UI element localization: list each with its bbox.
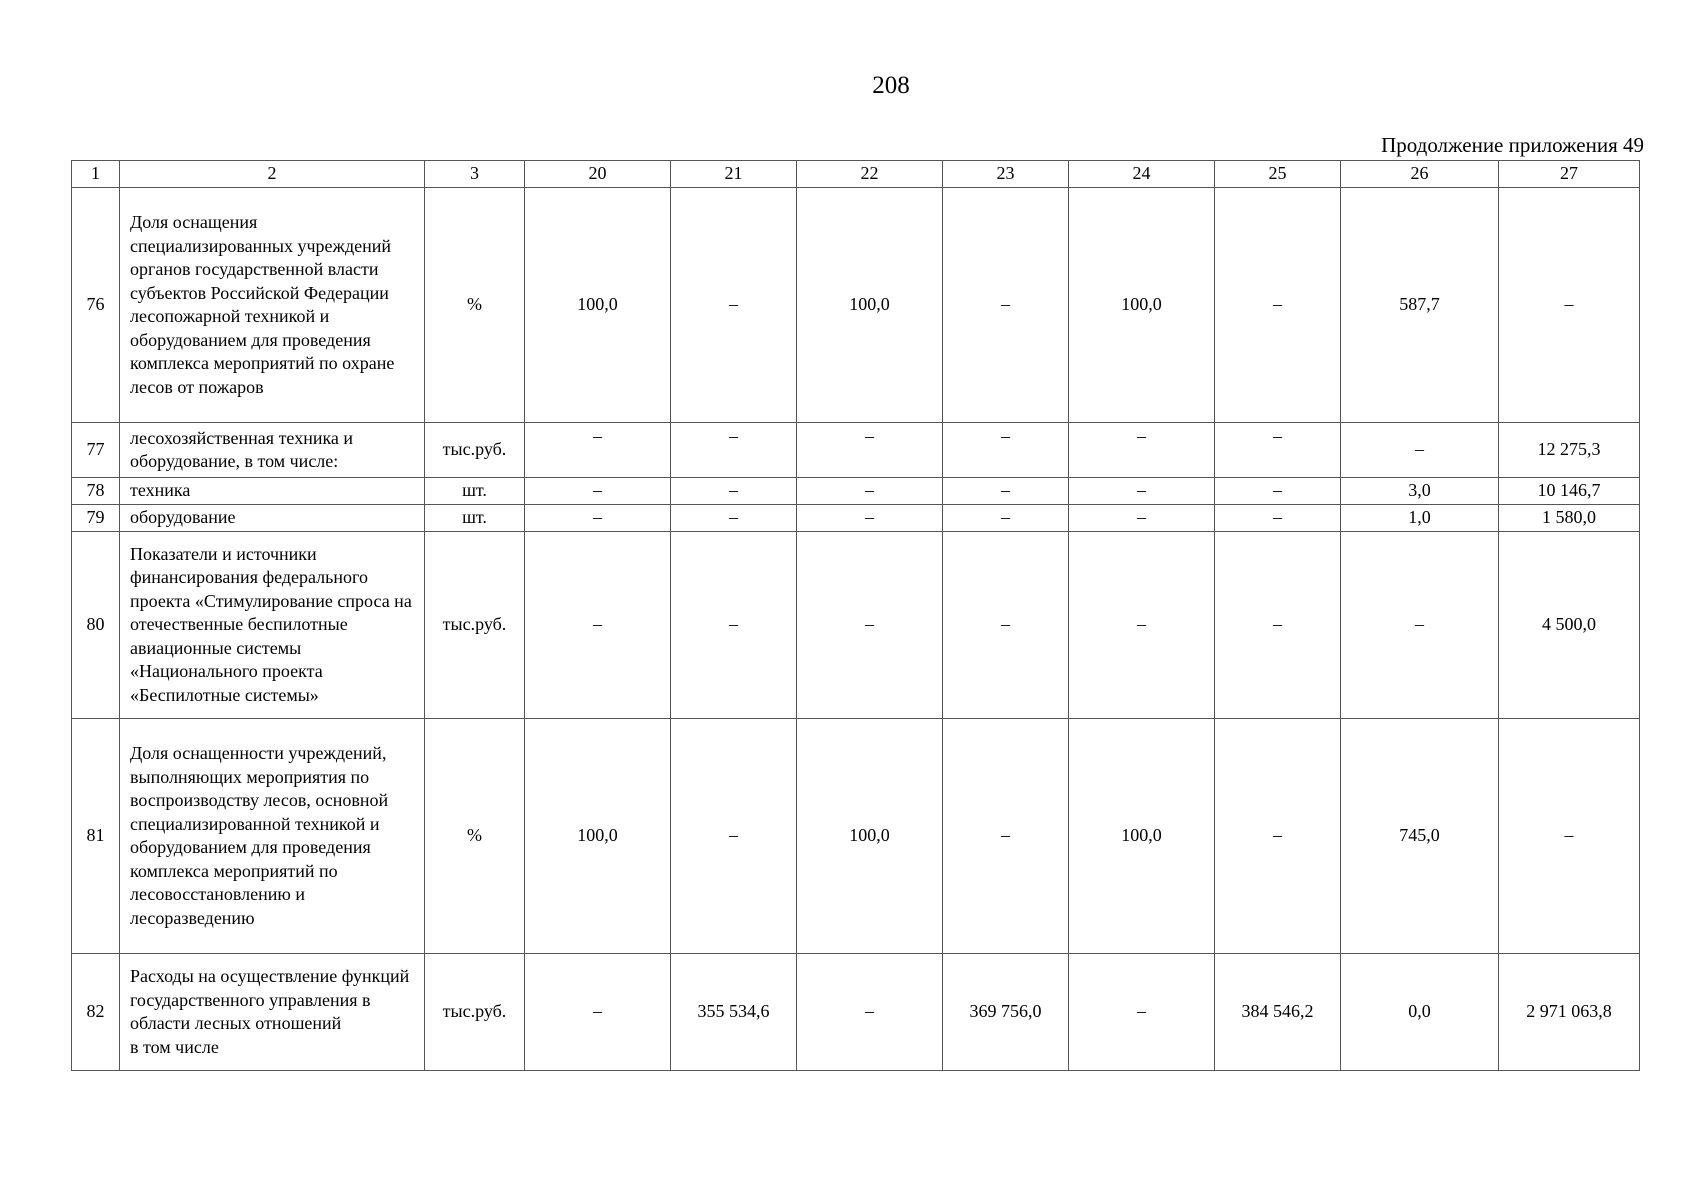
cell-col-25: –	[1215, 423, 1341, 478]
row-name: Доля оснащения специализированных учреждений органов государственной власти субъектов Российской Федерации лесопожарной техникой и оборудованием для проведения комплекса мероприятий по охране лесов от пожаров	[120, 188, 425, 423]
cell-col-23: 369 756,0	[943, 954, 1069, 1071]
header-col-1: 1	[72, 161, 120, 188]
header-col-3: 3	[425, 161, 525, 188]
cell-col-22: 100,0	[797, 188, 943, 423]
cell-col-23: –	[943, 532, 1069, 719]
cell-col-21: –	[671, 532, 797, 719]
cell-col-27: 10 146,7	[1499, 478, 1640, 505]
cell-col-26: –	[1341, 532, 1499, 719]
row-number: 78	[72, 478, 120, 505]
table-header-row	[72, 161, 1640, 188]
page-number: 208	[872, 72, 910, 99]
header-col-21: 21	[671, 161, 797, 188]
table-row	[72, 719, 1640, 954]
cell-col-26: 745,0	[1341, 719, 1499, 954]
cell-col-24: –	[1069, 532, 1215, 719]
header-col-25: 25	[1215, 161, 1341, 188]
row-name: лесохозяйственная техника и оборудование, в том числе:	[120, 423, 425, 478]
row-name-cell	[120, 954, 425, 1071]
cell-col-22: –	[797, 423, 943, 478]
cell-col-24: 100,0	[1069, 188, 1215, 423]
header-col-26: 26	[1341, 161, 1499, 188]
row-number: 80	[72, 532, 120, 719]
cell-col-21: –	[671, 188, 797, 423]
cell-col-23: –	[943, 188, 1069, 423]
cell-col-25: 384 546,2	[1215, 954, 1341, 1071]
cell-col-20: –	[525, 505, 671, 532]
cell-col-24: 100,0	[1069, 719, 1215, 954]
cell-col-26: 587,7	[1341, 188, 1499, 423]
cell-col-24: –	[1069, 423, 1215, 478]
row-number: 82	[72, 954, 120, 1071]
cell-col-26: 1,0	[1341, 505, 1499, 532]
cell-col-21: –	[671, 505, 797, 532]
cell-col-22: –	[797, 478, 943, 505]
cell-col-21: –	[671, 478, 797, 505]
table-row	[72, 954, 1640, 1071]
cell-col-25: –	[1215, 188, 1341, 423]
row-unit: тыс.руб.	[425, 532, 525, 719]
header-col-27: 27	[1499, 161, 1640, 188]
cell-col-22: –	[797, 532, 943, 719]
row-unit: шт.	[425, 505, 525, 532]
cell-col-22: 100,0	[797, 719, 943, 954]
cell-col-24: –	[1069, 505, 1215, 532]
cell-col-20: 100,0	[525, 188, 671, 423]
table-row	[72, 478, 1640, 505]
header-col-20: 20	[525, 161, 671, 188]
header-col-23: 23	[943, 161, 1069, 188]
row-unit: %	[425, 719, 525, 954]
row-unit: тыс.руб.	[425, 423, 525, 478]
cell-col-23: –	[943, 478, 1069, 505]
indicators-table	[71, 160, 1640, 1071]
row-name: оборудование	[120, 505, 425, 532]
cell-col-25: –	[1215, 719, 1341, 954]
cell-col-23: –	[943, 505, 1069, 532]
cell-col-25: –	[1215, 532, 1341, 719]
header-col-22: 22	[797, 161, 943, 188]
cell-col-20: –	[525, 532, 671, 719]
cell-col-25: –	[1215, 478, 1341, 505]
row-name: Доля оснащенности учреждений, выполняющих мероприятия по воспроизводству лесов, основной специализированной техникой и оборудованием для проведения комплекса мероприятий по лесовосстановлению и лесоразведению	[120, 719, 425, 954]
cell-col-23: –	[943, 423, 1069, 478]
cell-col-20: –	[525, 423, 671, 478]
header-col-2: 2	[120, 161, 425, 188]
cell-col-27: 1 580,0	[1499, 505, 1640, 532]
cell-col-25: –	[1215, 505, 1341, 532]
continuation-label: Продолжение приложения 49	[1381, 133, 1644, 157]
table-row	[72, 532, 1640, 719]
cell-col-21: –	[671, 423, 797, 478]
cell-col-27: –	[1499, 719, 1640, 954]
table-row	[72, 505, 1640, 532]
cell-col-27: –	[1499, 188, 1640, 423]
cell-col-27: 2 971 063,8	[1499, 954, 1640, 1071]
row-number: 79	[72, 505, 120, 532]
cell-col-24: –	[1069, 478, 1215, 505]
cell-col-22: –	[797, 954, 943, 1071]
row-name: Показатели и источники финансирования федерального проекта «Стимулирование спроса на отечественные беспилотные авиационные системы «Национального проекта «Беспилотные системы»	[120, 532, 425, 719]
cell-col-27: 12 275,3	[1499, 423, 1640, 478]
table-row	[72, 423, 1640, 478]
row-number: 81	[72, 719, 120, 954]
cell-col-20: 100,0	[525, 719, 671, 954]
row-name: техника	[120, 478, 425, 505]
header-col-24: 24	[1069, 161, 1215, 188]
cell-col-26: 3,0	[1341, 478, 1499, 505]
row-unit: %	[425, 188, 525, 423]
cell-col-26: 0,0	[1341, 954, 1499, 1071]
cell-col-23: –	[943, 719, 1069, 954]
row-unit: шт.	[425, 478, 525, 505]
cell-col-27: 4 500,0	[1499, 532, 1640, 719]
cell-col-20: –	[525, 954, 671, 1071]
cell-col-22: –	[797, 505, 943, 532]
cell-col-21: 355 534,6	[671, 954, 797, 1071]
row-number: 76	[72, 188, 120, 423]
table-row	[72, 188, 1640, 423]
row-name: Расходы на осуществление функций государственного управления в области лесных отношений	[130, 966, 410, 1033]
row-unit: тыс.руб.	[425, 954, 525, 1071]
row-number: 77	[72, 423, 120, 478]
cell-col-26: –	[1341, 423, 1499, 478]
cell-col-20: –	[525, 478, 671, 505]
cell-col-24: –	[1069, 954, 1215, 1071]
cell-col-21: –	[671, 719, 797, 954]
row-name-extra: в том числе	[130, 1036, 219, 1057]
